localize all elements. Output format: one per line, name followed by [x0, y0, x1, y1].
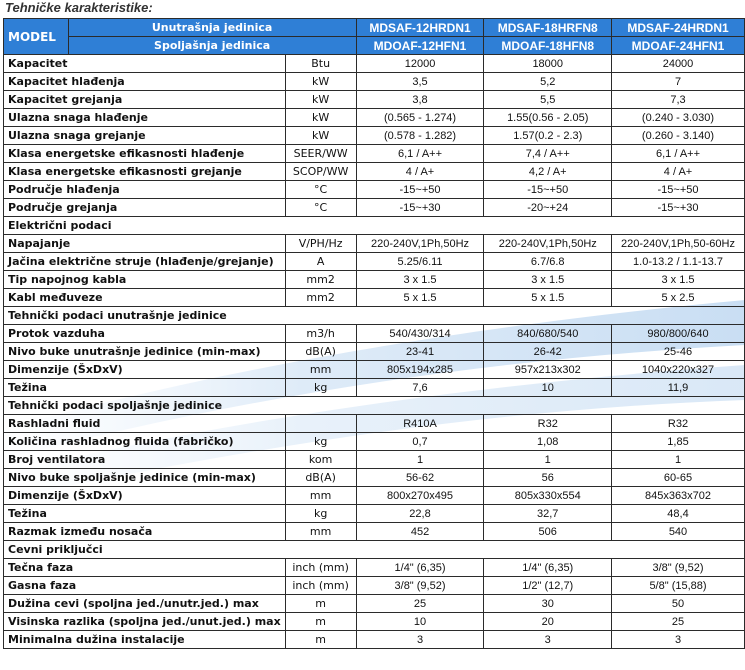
value-cell: 5,5 — [484, 91, 612, 109]
table-row — [4, 325, 745, 343]
row-label: Dužina cevi (spoljna jed./unutr.jed.) max — [4, 595, 286, 613]
table-row — [4, 127, 745, 145]
value-cell: 4 / A+ — [356, 163, 484, 181]
indoor-model-2: MDSAF-18HRFN8 — [484, 19, 612, 37]
row-unit: °C — [285, 199, 356, 217]
table-row — [4, 469, 745, 487]
indoor-unit-label: Unutrašnja jedinica — [68, 19, 356, 37]
value-cell: 540 — [612, 523, 745, 541]
row-unit — [285, 415, 356, 433]
table-row — [4, 361, 745, 379]
row-unit: kW — [285, 73, 356, 91]
value-cell: 56 — [484, 469, 612, 487]
section-label: Tehnički podaci unutrašnje jedinice — [4, 307, 745, 325]
value-cell: 56-62 — [356, 469, 484, 487]
value-cell: 452 — [356, 523, 484, 541]
value-cell: 10 — [484, 379, 612, 397]
value-cell: 220-240V,1Ph,50Hz — [356, 235, 484, 253]
value-cell: 20 — [484, 613, 612, 631]
spec-table — [3, 18, 745, 649]
table-row — [4, 235, 745, 253]
table-row — [4, 559, 745, 577]
value-cell: 1/4" (6,35) — [356, 559, 484, 577]
row-unit: kW — [285, 127, 356, 145]
value-cell: 3 — [612, 631, 745, 649]
table-row — [4, 487, 745, 505]
value-cell: R32 — [484, 415, 612, 433]
row-label: Kapacitet grejanja — [4, 91, 286, 109]
row-label: Rashladni fluid — [4, 415, 286, 433]
value-cell: 1/4" (6,35) — [484, 559, 612, 577]
table-row — [4, 253, 745, 271]
section-row — [4, 541, 745, 559]
section-row — [4, 397, 745, 415]
indoor-model-1: MDSAF-12HRDN1 — [356, 19, 484, 37]
value-cell: 3 x 1.5 — [356, 271, 484, 289]
value-cell: 805x194x285 — [356, 361, 484, 379]
value-cell: 6.7/6.8 — [484, 253, 612, 271]
row-label: Tečna faza — [4, 559, 286, 577]
row-label: Težina — [4, 379, 286, 397]
value-cell: 18000 — [484, 55, 612, 73]
section-label: Tehnički podaci spoljašnje jedinice — [4, 397, 745, 415]
row-unit: SCOP/WW — [285, 163, 356, 181]
value-cell: 5 x 2.5 — [612, 289, 745, 307]
value-cell: -15~+30 — [612, 199, 745, 217]
value-cell: 220-240V,1Ph,50-60Hz — [612, 235, 745, 253]
page-title: Tehničke karakteristike: — [5, 0, 153, 15]
value-cell: 6,1 / A++ — [612, 145, 745, 163]
outdoor-model-1: MDOAF-12HFN1 — [356, 37, 484, 55]
section-row — [4, 307, 745, 325]
row-unit: mm — [285, 487, 356, 505]
row-label: Visinska razlika (spoljna jed./unut.jed.) max — [4, 613, 286, 631]
value-cell: 3,8 — [356, 91, 484, 109]
value-cell: 3,5 — [356, 73, 484, 91]
value-cell: 506 — [484, 523, 612, 541]
value-cell: 5,2 — [484, 73, 612, 91]
table-row — [4, 91, 745, 109]
value-cell: 957x213x302 — [484, 361, 612, 379]
header-row-outdoor — [4, 37, 745, 55]
row-label: Klasa energetske efikasnosti grejanje — [4, 163, 286, 181]
row-unit: m — [285, 613, 356, 631]
value-cell: 1 — [356, 451, 484, 469]
value-cell: -15~+30 — [356, 199, 484, 217]
value-cell: 1,85 — [612, 433, 745, 451]
row-unit: kom — [285, 451, 356, 469]
value-cell: 25-46 — [612, 343, 745, 361]
row-label: Nivo buke spoljašnje jedinice (min-max) — [4, 469, 286, 487]
value-cell: 805x330x554 — [484, 487, 612, 505]
table-row — [4, 577, 745, 595]
outdoor-model-2: MDOAF-18HFN8 — [484, 37, 612, 55]
row-label: Dimenzije (ŠxDxV) — [4, 361, 286, 379]
value-cell: 3 — [356, 631, 484, 649]
value-cell: 1.0-13.2 / 1.1-13.7 — [612, 253, 745, 271]
outdoor-unit-label: Spoljašnja jedinica — [68, 37, 356, 55]
row-label: Protok vazduha — [4, 325, 286, 343]
row-label: Razmak između nosača — [4, 523, 286, 541]
value-cell: 6,1 / A++ — [356, 145, 484, 163]
row-unit: kW — [285, 91, 356, 109]
row-label: Težina — [4, 505, 286, 523]
table-row — [4, 433, 745, 451]
value-cell: 5 x 1.5 — [356, 289, 484, 307]
value-cell: 3 x 1.5 — [612, 271, 745, 289]
row-label: Kapacitet — [4, 55, 286, 73]
row-label: Tip napojnog kabla — [4, 271, 286, 289]
value-cell: 5 x 1.5 — [484, 289, 612, 307]
row-label: Dimenzije (ŠxDxV) — [4, 487, 286, 505]
row-label: Količina rashladnog fluida (fabričko) — [4, 433, 286, 451]
value-cell: 25 — [612, 613, 745, 631]
value-cell: 3/8" (9,52) — [612, 559, 745, 577]
value-cell: 32,7 — [484, 505, 612, 523]
table-row — [4, 145, 745, 163]
row-label: Ulazna snaga grejanje — [4, 127, 286, 145]
value-cell: 7,3 — [612, 91, 745, 109]
row-unit: Btu — [285, 55, 356, 73]
value-cell: -15~+50 — [356, 181, 484, 199]
table-row — [4, 415, 745, 433]
value-cell: 7 — [612, 73, 745, 91]
value-cell: R410A — [356, 415, 484, 433]
value-cell: 220-240V,1Ph,50Hz — [484, 235, 612, 253]
header-row-indoor — [4, 19, 745, 37]
row-unit: mm — [285, 523, 356, 541]
value-cell: 3/8" (9,52) — [356, 577, 484, 595]
model-label: MODEL — [4, 19, 69, 55]
row-label: Područje grejanja — [4, 199, 286, 217]
value-cell: 800x270x495 — [356, 487, 484, 505]
table-row — [4, 505, 745, 523]
value-cell: 22,8 — [356, 505, 484, 523]
value-cell: 11,9 — [612, 379, 745, 397]
row-label: Broj ventilatora — [4, 451, 286, 469]
value-cell: 540/430/314 — [356, 325, 484, 343]
row-unit: mm2 — [285, 289, 356, 307]
value-cell: 1,08 — [484, 433, 612, 451]
value-cell: 4,2 / A+ — [484, 163, 612, 181]
value-cell: 0,7 — [356, 433, 484, 451]
table-row — [4, 271, 745, 289]
value-cell: 60-65 — [612, 469, 745, 487]
row-label: Klasa energetske efikasnosti hlađenje — [4, 145, 286, 163]
table-row — [4, 109, 745, 127]
row-unit: dB(A) — [285, 469, 356, 487]
row-label: Napajanje — [4, 235, 286, 253]
outdoor-model-3: MDOAF-24HFN1 — [612, 37, 745, 55]
value-cell: 1/2" (12,7) — [484, 577, 612, 595]
value-cell: 1 — [612, 451, 745, 469]
indoor-model-3: MDSAF-24HRDN1 — [612, 19, 745, 37]
value-cell: -15~+50 — [484, 181, 612, 199]
value-cell: (0.578 - 1.282) — [356, 127, 484, 145]
value-cell: 50 — [612, 595, 745, 613]
value-cell: 1040x220x327 — [612, 361, 745, 379]
row-label: Nivo buke unutrašnje jedinice (min-max) — [4, 343, 286, 361]
row-unit: inch (mm) — [285, 577, 356, 595]
row-unit: m3/h — [285, 325, 356, 343]
table-row — [4, 379, 745, 397]
table-row — [4, 55, 745, 73]
row-unit: m — [285, 595, 356, 613]
section-label: Cevni priključci — [4, 541, 745, 559]
value-cell: 7,4 / A++ — [484, 145, 612, 163]
row-label: Gasna faza — [4, 577, 286, 595]
row-unit: V/PH/Hz — [285, 235, 356, 253]
value-cell: 26-42 — [484, 343, 612, 361]
value-cell: 980/800/640 — [612, 325, 745, 343]
section-row — [4, 217, 745, 235]
value-cell: (0.565 - 1.274) — [356, 109, 484, 127]
row-unit: mm — [285, 361, 356, 379]
value-cell: 3 — [484, 631, 612, 649]
row-unit: °C — [285, 181, 356, 199]
row-unit: kg — [285, 505, 356, 523]
value-cell: (0.260 - 3.140) — [612, 127, 745, 145]
value-cell: 25 — [356, 595, 484, 613]
table-row — [4, 289, 745, 307]
row-unit: kg — [285, 433, 356, 451]
row-label: Minimalna dužina instalacije — [4, 631, 286, 649]
value-cell: 1.55(0.56 - 2.05) — [484, 109, 612, 127]
table-row — [4, 181, 745, 199]
value-cell: 3 x 1.5 — [484, 271, 612, 289]
table-row — [4, 631, 745, 649]
value-cell: 1 — [484, 451, 612, 469]
value-cell: 48,4 — [612, 505, 745, 523]
value-cell: 5.25/6.11 — [356, 253, 484, 271]
table-row — [4, 613, 745, 631]
value-cell: 10 — [356, 613, 484, 631]
section-label: Električni podaci — [4, 217, 745, 235]
row-label: Kabl međuveze — [4, 289, 286, 307]
value-cell: R32 — [612, 415, 745, 433]
row-label: Ulazna snaga hlađenje — [4, 109, 286, 127]
row-unit: inch (mm) — [285, 559, 356, 577]
row-unit: A — [285, 253, 356, 271]
value-cell: -15~+50 — [612, 181, 745, 199]
table-row — [4, 163, 745, 181]
row-unit: SEER/WW — [285, 145, 356, 163]
value-cell: 12000 — [356, 55, 484, 73]
table-row — [4, 595, 745, 613]
value-cell: 23-41 — [356, 343, 484, 361]
value-cell: 7,6 — [356, 379, 484, 397]
row-unit: kW — [285, 109, 356, 127]
value-cell: 5/8" (15,88) — [612, 577, 745, 595]
value-cell: 1.57(0.2 - 2.3) — [484, 127, 612, 145]
table-row — [4, 523, 745, 541]
row-label: Jačina električne struje (hlađenje/grejanje) — [4, 253, 286, 271]
value-cell: 30 — [484, 595, 612, 613]
value-cell: 840/680/540 — [484, 325, 612, 343]
row-label: Područje hlađenja — [4, 181, 286, 199]
row-unit: kg — [285, 379, 356, 397]
row-unit: dB(A) — [285, 343, 356, 361]
value-cell: 845x363x702 — [612, 487, 745, 505]
value-cell: -20~+24 — [484, 199, 612, 217]
value-cell: 4 / A+ — [612, 163, 745, 181]
row-label: Kapacitet hlađenja — [4, 73, 286, 91]
table-row — [4, 343, 745, 361]
value-cell: (0.240 - 3.030) — [612, 109, 745, 127]
value-cell: 24000 — [612, 55, 745, 73]
row-unit: mm2 — [285, 271, 356, 289]
row-unit: m — [285, 631, 356, 649]
table-row — [4, 199, 745, 217]
table-row — [4, 73, 745, 91]
table-row — [4, 451, 745, 469]
